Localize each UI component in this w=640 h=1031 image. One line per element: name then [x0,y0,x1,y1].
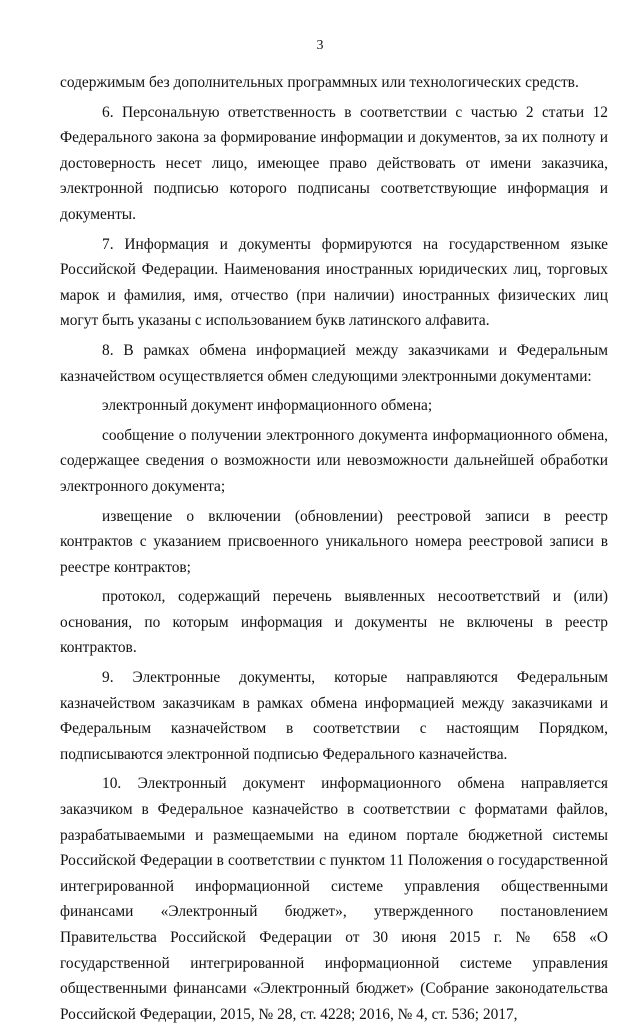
paragraph-item-9: 9. Электронные документы, которые направляются Федеральным казначейством заказчикам в рамках обмена информацией между заказчиками и Федеральным казначейством в соответствии с настоящим Порядком, подписываются электронной подписью Федерального казначейства. [60,669,608,763]
paragraph-item-10: 10. Электронный документ информационного обмена направляется заказчиком в Федеральное казначейство в соответствии с форматами файлов, разрабатываемыми и размещаемыми на едином портале бюджетной системы Российской Федерации в соответствии с пунктом 11 Положения о государственной интегрированной информационной системе управления общественными финансами «Электронный бюджет», утвержденного постановлением Правительства Российской Федерации от 30 июня 2015 г. № 658 «О государственной интегрированной информационной системе управления общественными финансами «Электронный бюджет» (Собрание законодательства Российской Федерации, 2015, № 28, ст. 4228; 2016, № 4, ст. 536; 2017, [60,775,608,1023]
document-body [60,70,608,1031]
page-number: 3 [316,38,324,53]
list-item-receipt-message: сообщение о получении электронного документа информационного обмена, содержащее сведения о возможности или невозможности дальнейшей обработки электронного документа; [60,426,608,495]
paragraph-item-6: 6. Персональную ответственность в соответствии с частью 2 статьи 12 Федерального закона за формирование информации и документов, за их полноту и достоверность несет лицо, имеющее право действовать от имени заказчика, электронной подписью которого подписаны соответствующие информация и документы. [60,103,608,223]
list-item-protocol: протокол, содержащий перечень выявленных несоответствий и (или) основания, по которым информация и документы не включены в реестр контрактов. [60,588,608,657]
paragraph-item-8: 8. В рамках обмена информацией между заказчиками и Федеральным казначейством осуществляется обмен следующими электронными документами: [60,341,608,385]
paragraph-continuation: содержимым без дополнительных программных или технологических средств. [60,74,579,91]
list-item-notice-registry: извещение о включении (обновлении) реестровой записи в реестр контрактов с указанием присвоенного уникального номера реестровой записи в реестре контрактов; [60,507,608,576]
list-item-document-exchange: электронный документ информационного обмена; [102,397,433,415]
paragraph-item-7: 7. Информация и документы формируются на государственном языке Российской Федерации. Наименования иностранных юридических лиц, торговых марок и фамилия, имя, отчество (при наличии) иностранных физических лиц могут быть указаны с использованием букв латинского алфавита. [60,235,608,330]
